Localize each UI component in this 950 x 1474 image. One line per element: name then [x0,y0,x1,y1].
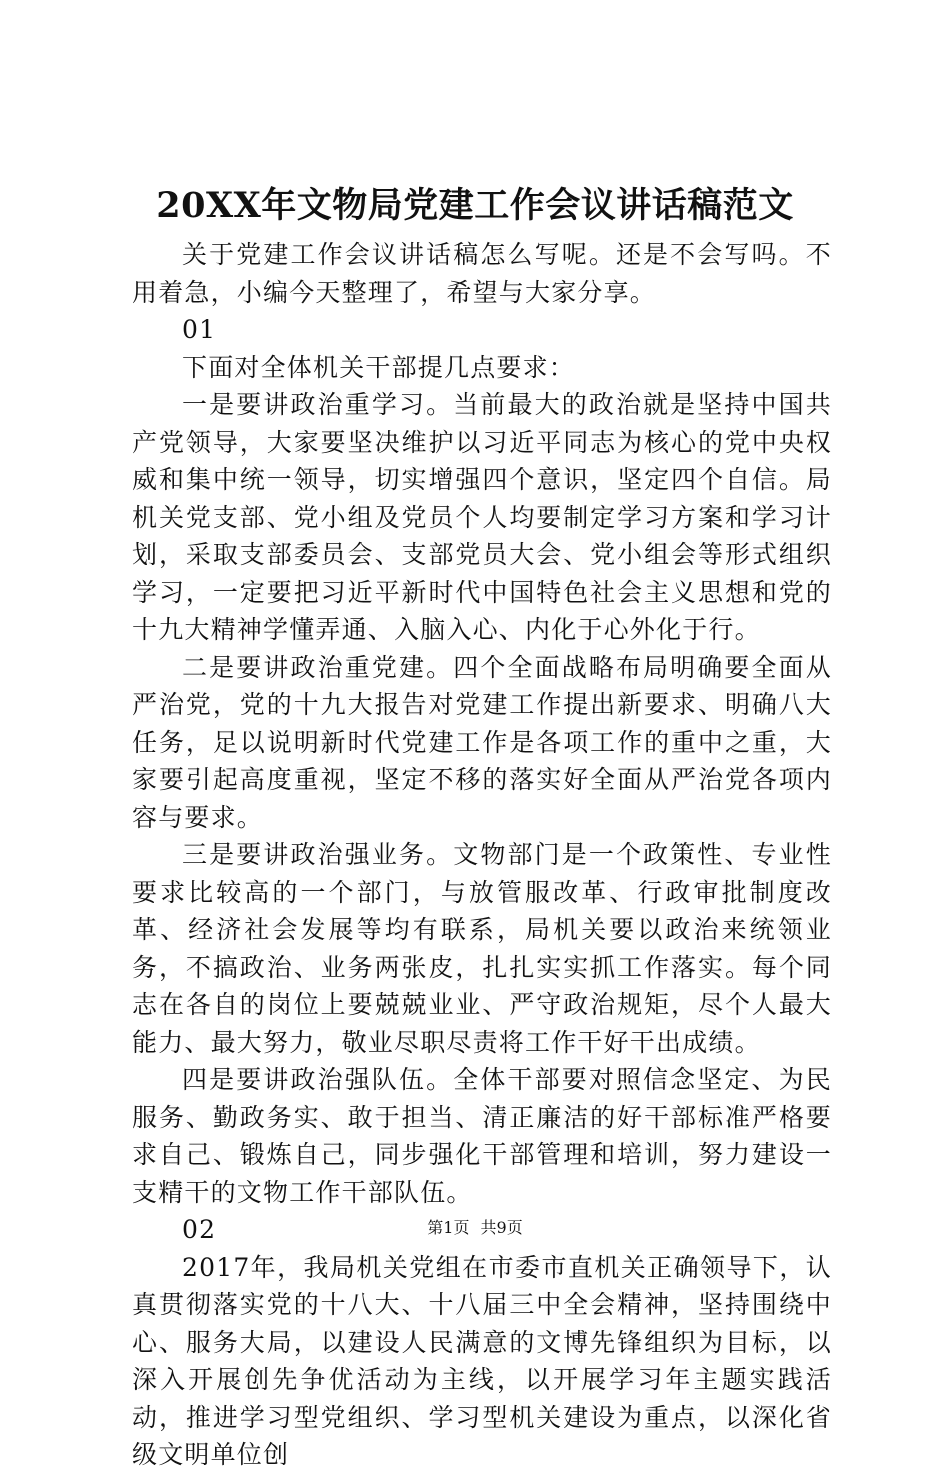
paragraph-intro: 关于党建工作会议讲话稿怎么写呢。还是不会写吗。不用着急，小编今天整理了，希望与大家分享。 [132,240,832,307]
page-total: 共9页 [480,1218,523,1237]
page-title: 20XX年文物局党建工作会议讲话稿范文 [156,185,794,226]
paragraph-point-two: 二是要讲政治重党建。四个全面战略布局明确要全面从严治党，党的十九大报告对党建工作提出新要求、明确八大任务，足以说明新时代党建工作是各项工作的重中之重，大家要引起高度重视，坚定不移的落实好全面从严治党各项内容与要求。 [132,652,832,832]
paragraph-2017-summary: 2017年，我局机关党组在市委市直机关正确领导下，认真贯彻落实党的十八大、十八届三中全会精神，坚持围绕中心、服务大局，以建设人民满意的文博先锋组织为目标，以深入开展创先争优活动为主线，以开展学习年主题实践活动，推进学习型党组织、学习型机关建设为重点，以深化省级文明单位创 [132,1252,832,1469]
page-footer [0,1216,950,1240]
paragraph-point-three: 三是要讲政治强业务。文物部门是一个政策性、专业性要求比较高的一个部门，与放管服改革、行政审批制度改革、经济社会发展等均有联系，局机关要以政治来统领业务，不搞政治、业务两张皮，扎扎实实抓工作落实。每个同志在各自的岗位上要兢兢业业、严守政治规矩，尽个人最大能力、最大努力，敬业尽职尽责将工作干好干出成绩。 [132,840,832,1057]
section-number-02: 02 [182,1215,217,1244]
page-number: 第1页 [427,1218,470,1237]
paragraph-requirements-intro: 下面对全体机关干部提几点要求： [182,352,576,382]
document-body [132,236,832,1474]
paragraph-point-four: 四是要讲政治强队伍。全体干部要对照信念坚定、为民服务、勤政务实、敢于担当、清正廉洁的好干部标准严格要求自己、锻炼自己，同步强化干部管理和培训，努力建设一支精干的文物工作干部队伍。 [132,1065,832,1207]
section-number-01: 01 [182,315,217,344]
paragraph-point-one: 一是要讲政治重学习。当前最大的政治就是坚持中国共产党领导，大家要坚决维护以习近平同志为核心的党中央权威和集中统一领导，切实增强四个意识，坚定四个自信。局机关党支部、党小组及党员个人均要制定学习方案和学习计划，采取支部委员会、支部党员大会、党小组会等形式组织学习，一定要把习近平新时代中国特色社会主义思想和党的十九大精神学懂弄通、入脑入心、内化于心外化于行。 [132,390,832,644]
